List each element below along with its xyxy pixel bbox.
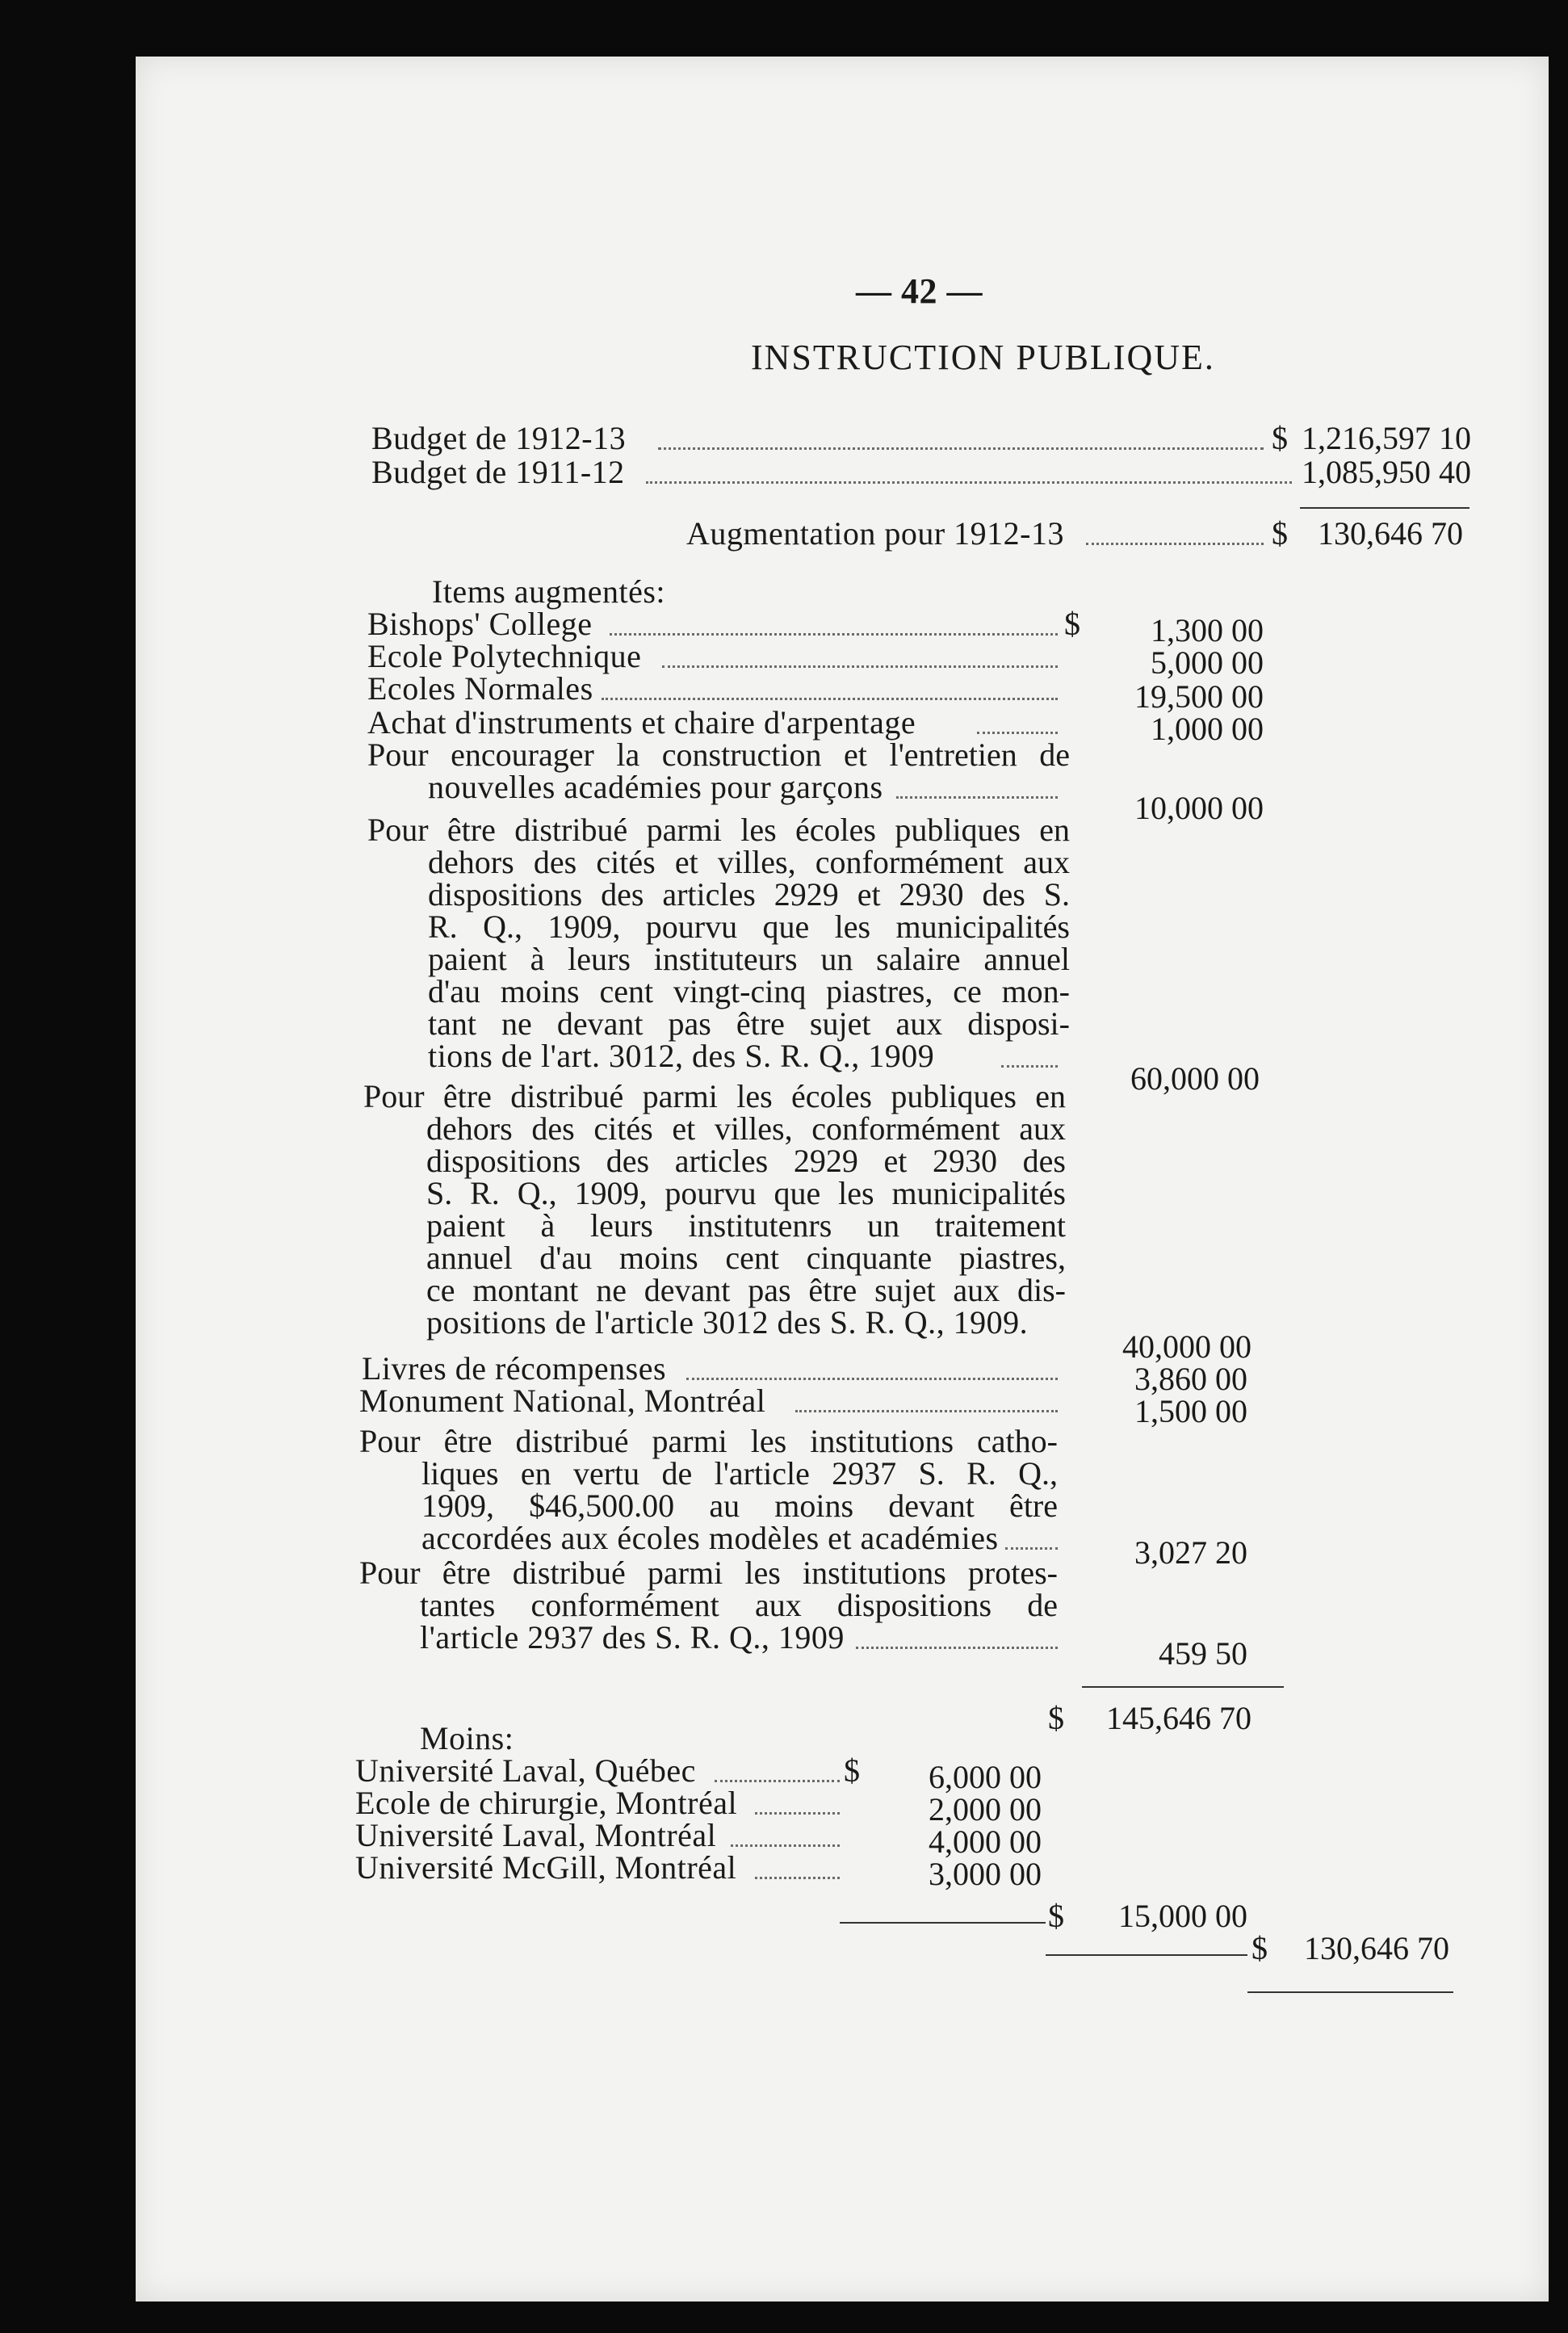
item-label: accordées aux écoles modèles et académies bbox=[421, 1520, 999, 1556]
budget-amount: 1,216,597 10 bbox=[1302, 420, 1471, 456]
budget-label: Budget de 1912-13 bbox=[371, 420, 627, 456]
item-label: R. Q., 1909, pourvu que les municipalités bbox=[428, 908, 1070, 945]
item-label: Pour être distribué parmi les écoles publiques en bbox=[363, 1078, 1066, 1114]
currency-sign: $ bbox=[844, 1752, 860, 1789]
item-amount: 1,000 00 bbox=[1151, 711, 1264, 747]
item-label: ce montant ne devant pas être sujet aux dis- bbox=[426, 1272, 1066, 1308]
item-label: paient à leurs instituteurs un salaire annuel bbox=[428, 941, 1070, 977]
item-amount: 5,000 00 bbox=[1151, 644, 1264, 681]
deduction-label: Université McGill, Montréal bbox=[355, 1849, 737, 1886]
item-amount: 1,500 00 bbox=[1134, 1393, 1247, 1429]
leader-dots bbox=[646, 481, 1292, 484]
item-label: Pour être distribué parmi les écoles publiques en bbox=[367, 812, 1070, 848]
leader-dots bbox=[1001, 1065, 1058, 1068]
moins-header: Moins: bbox=[420, 1720, 514, 1756]
budget-amount: 1,085,950 40 bbox=[1302, 454, 1471, 490]
deductions-rule bbox=[840, 1922, 1046, 1924]
item-label: Ecoles Normales bbox=[367, 670, 593, 707]
leader-dots bbox=[610, 633, 1058, 636]
item-label: dispositions des articles 2929 et 2930 des S. bbox=[428, 876, 1070, 913]
leader-dots bbox=[896, 796, 1058, 799]
leader-dots bbox=[795, 1410, 1058, 1412]
item-label: d'au moins cent vingt-cinq piastres, ce mon- bbox=[428, 973, 1070, 1009]
item-label: paient à leurs institutenrs un traitement bbox=[426, 1207, 1066, 1244]
item-label: dehors des cités et villes, conformément aux bbox=[426, 1110, 1066, 1147]
item-label: Achat d'instruments et chaire d'arpentage bbox=[367, 704, 916, 741]
item-label: liques en vertu de l'article 2937 S. R. Q., bbox=[421, 1455, 1058, 1492]
items-subtotal-rule bbox=[1082, 1686, 1284, 1688]
items-total-amount: 145,646 70 bbox=[1106, 1700, 1251, 1736]
leader-dots bbox=[715, 1780, 840, 1782]
item-label: Pour être distribué parmi les institutions protes- bbox=[359, 1555, 1058, 1591]
item-amount: 40,000 00 bbox=[1122, 1328, 1251, 1365]
net-total-underline bbox=[1247, 1991, 1453, 1993]
deduction-label: Université Laval, Montréal bbox=[355, 1817, 717, 1853]
item-label: S. R. Q., 1909, pourvu que les municipalités bbox=[426, 1175, 1066, 1211]
leader-dots bbox=[686, 1378, 1058, 1380]
item-amount: 60,000 00 bbox=[1130, 1060, 1260, 1097]
item-amount: 19,500 00 bbox=[1134, 678, 1264, 715]
deduction-amount: 3,000 00 bbox=[929, 1856, 1042, 1892]
leader-dots bbox=[602, 698, 1058, 700]
page-number: — 42 — bbox=[856, 271, 983, 311]
item-label: nouvelles académies pour garçons bbox=[428, 769, 883, 805]
leader-dots bbox=[856, 1647, 1058, 1649]
deduction-label: Université Laval, Québec bbox=[355, 1752, 696, 1789]
augmentation-label: Augmentation pour 1912-13 bbox=[686, 515, 1064, 552]
currency-sign: $ bbox=[1251, 1930, 1268, 1966]
leader-dots bbox=[662, 665, 1058, 668]
budget-label: Budget de 1911-12 bbox=[371, 454, 625, 490]
leader-dots bbox=[658, 447, 1264, 450]
item-label: l'article 2937 des S. R. Q., 1909 bbox=[420, 1619, 845, 1655]
currency-sign: $ bbox=[1048, 1898, 1064, 1934]
leader-dots bbox=[755, 1877, 840, 1879]
net-rule bbox=[1046, 1954, 1247, 1956]
item-label: Ecole Polytechnique bbox=[367, 638, 642, 674]
item-label: Monument National, Montréal bbox=[359, 1383, 766, 1419]
page-title: INSTRUCTION PUBLIQUE. bbox=[751, 338, 1215, 377]
deductions-total-amount: 15,000 00 bbox=[1118, 1898, 1247, 1934]
item-amount: 3,027 20 bbox=[1134, 1534, 1247, 1571]
item-label: tions de l'art. 3012, des S. R. Q., 1909 bbox=[428, 1038, 935, 1074]
item-label: annuel d'au moins cent cinquante piastres, bbox=[426, 1240, 1066, 1276]
item-amount: 1,300 00 bbox=[1151, 612, 1264, 648]
deduction-label: Ecole de chirurgie, Montréal bbox=[355, 1785, 738, 1821]
item-label: dehors des cités et villes, conformément aux bbox=[428, 844, 1070, 880]
leader-dots bbox=[977, 732, 1058, 734]
item-label: dispositions des articles 2929 et 2930 des bbox=[426, 1143, 1066, 1179]
deduction-amount: 2,000 00 bbox=[929, 1791, 1042, 1827]
currency-sign: $ bbox=[1064, 606, 1080, 642]
augmentation-amount: 130,646 70 bbox=[1318, 515, 1463, 552]
leader-dots bbox=[755, 1812, 840, 1815]
item-label: tantes conformément aux dispositions de bbox=[420, 1587, 1058, 1623]
budget-rule bbox=[1300, 507, 1469, 509]
leader-dots bbox=[731, 1844, 840, 1847]
currency-sign: $ bbox=[1272, 515, 1288, 552]
net-total-amount: 130,646 70 bbox=[1304, 1930, 1449, 1966]
item-amount: 10,000 00 bbox=[1134, 790, 1264, 826]
deduction-amount: 6,000 00 bbox=[929, 1759, 1042, 1795]
item-label: Livres de récompenses bbox=[362, 1350, 667, 1387]
deduction-amount: 4,000 00 bbox=[929, 1823, 1042, 1860]
item-amount: 459 50 bbox=[1159, 1635, 1247, 1672]
item-label: 1909, $46,500.00 au moins devant être bbox=[421, 1487, 1058, 1524]
item-amount: 3,860 00 bbox=[1134, 1361, 1247, 1397]
items-header: Items augmentés: bbox=[432, 573, 666, 610]
item-label: tant ne devant pas être sujet aux disposi- bbox=[428, 1005, 1070, 1042]
leader-dots bbox=[1086, 543, 1264, 545]
currency-sign: $ bbox=[1048, 1700, 1064, 1736]
leader-dots bbox=[1005, 1547, 1058, 1550]
item-label: Bishops' College bbox=[367, 606, 593, 642]
item-label: Pour encourager la construction et l'entretien de bbox=[367, 736, 1070, 773]
item-label: Pour être distribué parmi les institutions catho- bbox=[359, 1423, 1058, 1459]
item-label: positions de l'article 3012 des S. R. Q., 1909. bbox=[426, 1304, 1029, 1341]
currency-sign: $ bbox=[1272, 420, 1288, 456]
